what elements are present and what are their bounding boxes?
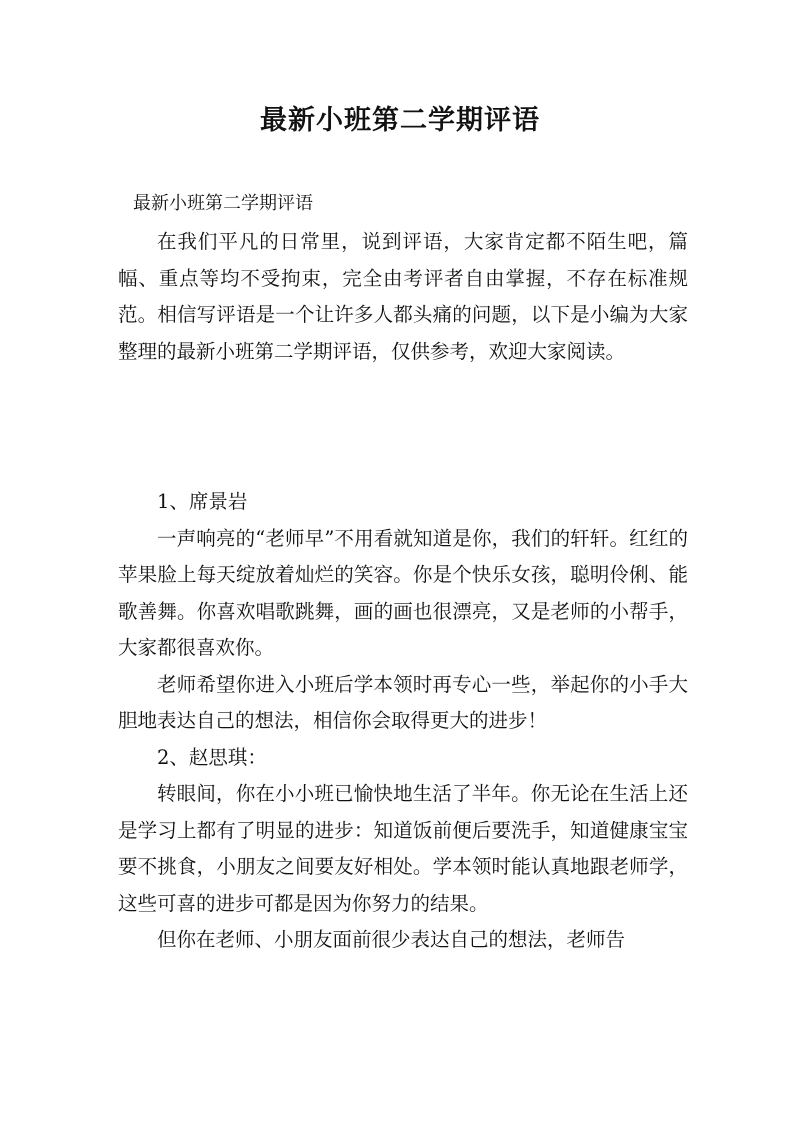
comment-paragraph: 老师希望你进入小班后学本领时再专心一些，举起你的小手大胆地表达自己的想法，相信你会取得更大的进步！ bbox=[118, 672, 688, 732]
intro-paragraph: 在我们平凡的日常里，说到评语，大家肯定都不陌生吧，篇幅、重点等均不受拘束，完全由考评者自由掌握，不存在标准规范。相信写评语是一个让许多人都头痛的问题，以下是小编为大家整理的最新小班第二学期评语，仅供参考，欢迎大家阅读。 bbox=[118, 230, 688, 363]
comment-paragraph: 转眼间，你在小小班已愉快地生活了半年。你无论在生活上还是学习上都有了明显的进步：知道饭前便后要洗手，知道健康宝宝要不挑食，小朋友之间要友好相处。学本领时能认真地跟老师学，这些可喜的进步可都是因为你努力的结果。 bbox=[118, 782, 688, 915]
intro-section bbox=[118, 224, 688, 370]
document-title: 最新小班第二学期评语 bbox=[260, 105, 540, 136]
student-heading: 1、席景岩 bbox=[157, 490, 248, 513]
comment-paragraph: 一声响亮的“老师早”不用看就知道是你，我们的轩轩。红红的苹果脸上每天绽放着灿烂的笑容。你是个快乐女孩，聪明伶俐、能歌善舞。你喜欢唱歌跳舞，画的画也很漂亮，又是老师的小帮手，大家都很喜欢你。 bbox=[118, 526, 688, 659]
comments-section bbox=[118, 484, 688, 959]
comment-paragraph: 但你在老师、小朋友面前很少表达自己的想法，老师告 bbox=[157, 928, 626, 951]
student-heading: 2、赵思琪： bbox=[157, 745, 267, 769]
document-subtitle: 最新小班第二学期评语 bbox=[133, 193, 313, 214]
